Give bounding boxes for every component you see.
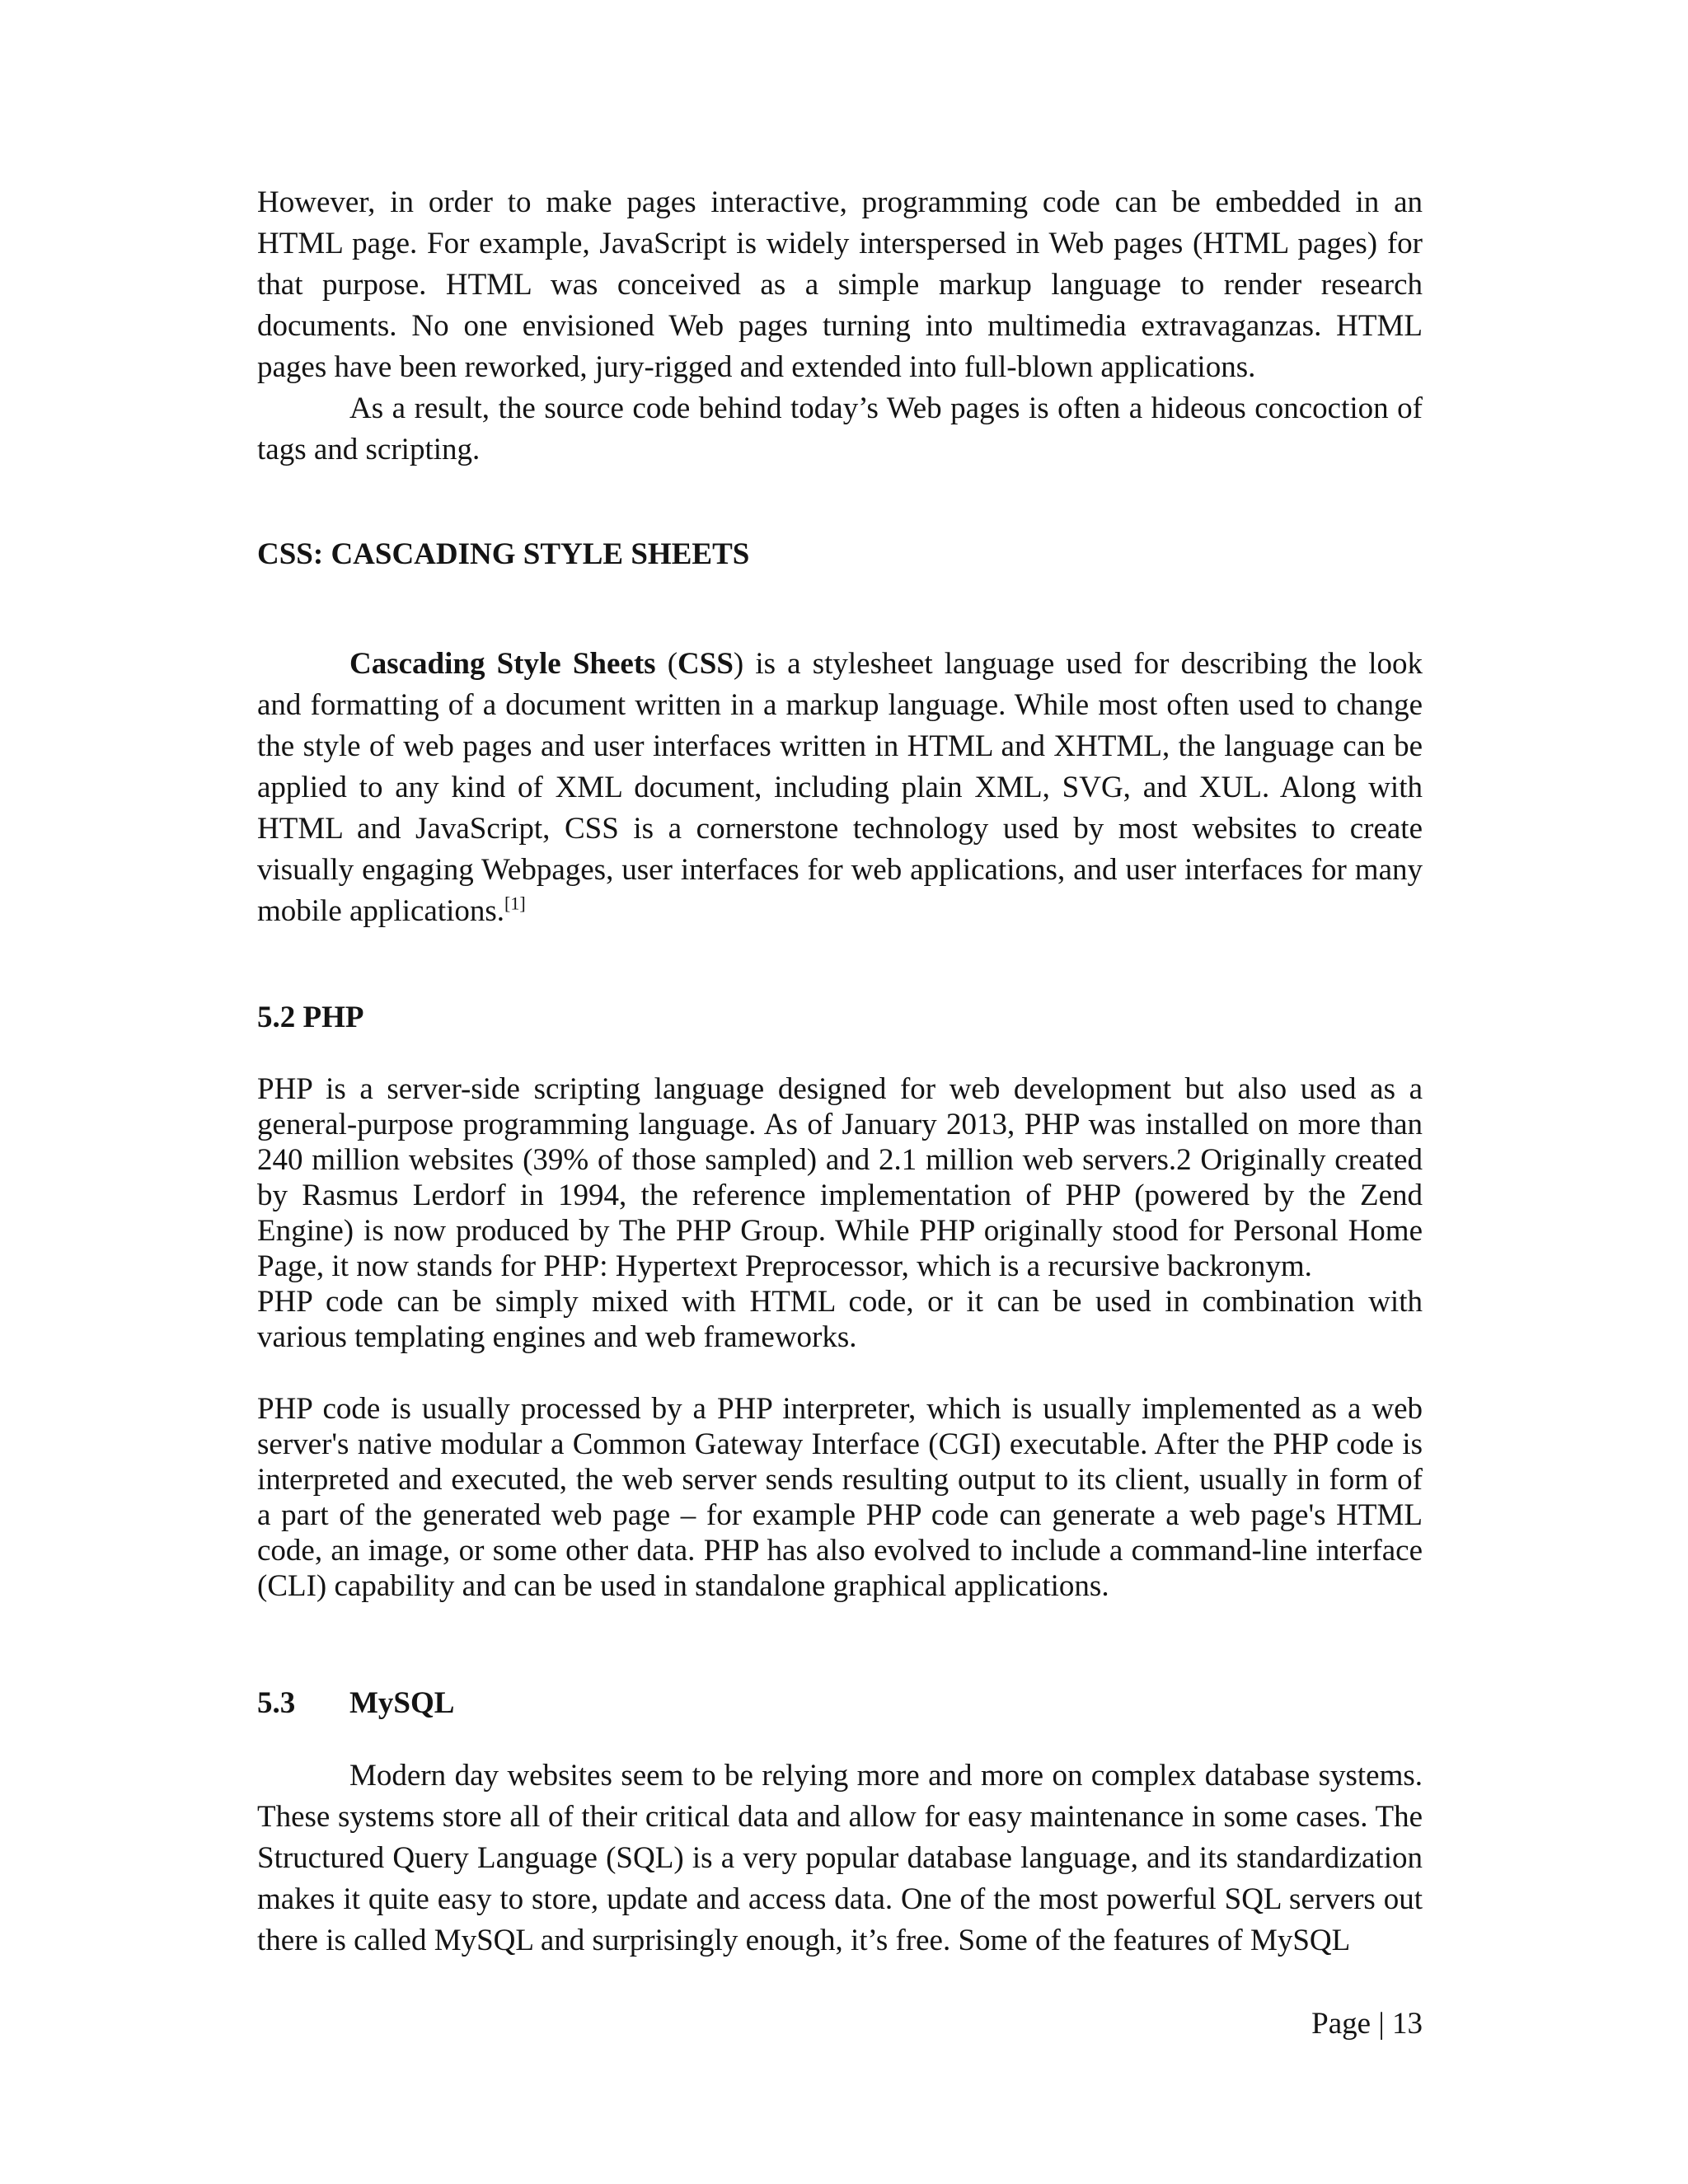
css-section-heading: CSS: CASCADING STYLE SHEETS <box>257 537 750 571</box>
page-number: Page | 13 <box>1311 2007 1423 2041</box>
css-term: Cascading Style Sheets <box>349 647 656 681</box>
intro-paragraph-2: As a result, the source code behind today’s Web pages is often a hideous concoction of tags and scripting. <box>257 391 1423 466</box>
php-paragraph-3: PHP code is usually processed by a PHP interpreter, which is usually implemented as a web server's native modular a Common Gateway Interface (CGI) executable. After the PHP code is interpreted and executed, the web server sends resulting output to its client, usually in form of a part of the generated web page – for example PHP code can generate a web page's HTML code, an image, or some other data. PHP has also evolved to include a command-line interface (CLI) capability and can be used in standalone graphical applications. <box>257 1392 1423 1603</box>
css-paragraph <box>257 644 1423 932</box>
php-paragraph-1: PHP is a server-side scripting language designed for web development but also used as a general-purpose programming language. As of January 2013, PHP was installed on more than 240 million websites (39% of those sampled) and 2.1 million web servers.2 Originally created by Rasmus Lerdorf in 1994, the reference implementation of PHP (powered by the Zend Engine) is now produced by The PHP Group. While PHP originally stood for Personal Home Page, it now stands for PHP: Hypertext Preprocessor, which is a recursive backronym. <box>257 1072 1423 1283</box>
mysql-section-heading <box>257 1685 454 1722</box>
mysql-section-number: 5.3 <box>257 1686 296 1720</box>
mysql-paragraph: Modern day websites seem to be relying more and more on complex database systems. These systems store all of their critical data and allow for easy maintenance in some cases. The Structured Query Language (SQL) is a very popular database language, and its standardization makes it quite easy to store, update and access data. One of the most powerful SQL servers out there is called MySQL and surprisingly enough, it’s free. Some of the features of MySQL <box>257 1759 1423 1957</box>
php-paragraph-2: PHP code can be simply mixed with HTML code, or it can be used in combination with various templating engines and web frameworks. <box>257 1285 1423 1354</box>
citation-marker: [1] <box>504 893 526 914</box>
css-definition-text: ) is a stylesheet language used for describing the look and formatting of a document written in a markup language. While most often used to change the style of web pages and user interfaces written in HTML and XHTML, the language can be applied to any kind of XML document, including plain XML, SVG, and XUL. Along with HTML and JavaScript, CSS is a cornerstone technology used by most websites to create visually engaging Webpages, user interfaces for web applications, and user interfaces for many mobile applications. <box>257 647 1423 928</box>
php-section-heading: 5.2 PHP <box>257 1001 364 1034</box>
css-open-paren: ( <box>655 647 678 681</box>
css-abbreviation: CSS <box>678 647 734 681</box>
intro-paragraph-1: However, in order to make pages interactive, programming code can be embedded in an HTML page. For example, JavaScript is widely interspersed in Web pages (HTML pages) for that purpose. HTML was conceived as a simple markup language to render research documents. No one envisioned Web pages turning into multimedia extravaganzas. HTML pages have been reworked, jury-rigged and extended into full-blown applications. <box>257 185 1423 384</box>
mysql-section-title: MySQL <box>349 1686 455 1720</box>
